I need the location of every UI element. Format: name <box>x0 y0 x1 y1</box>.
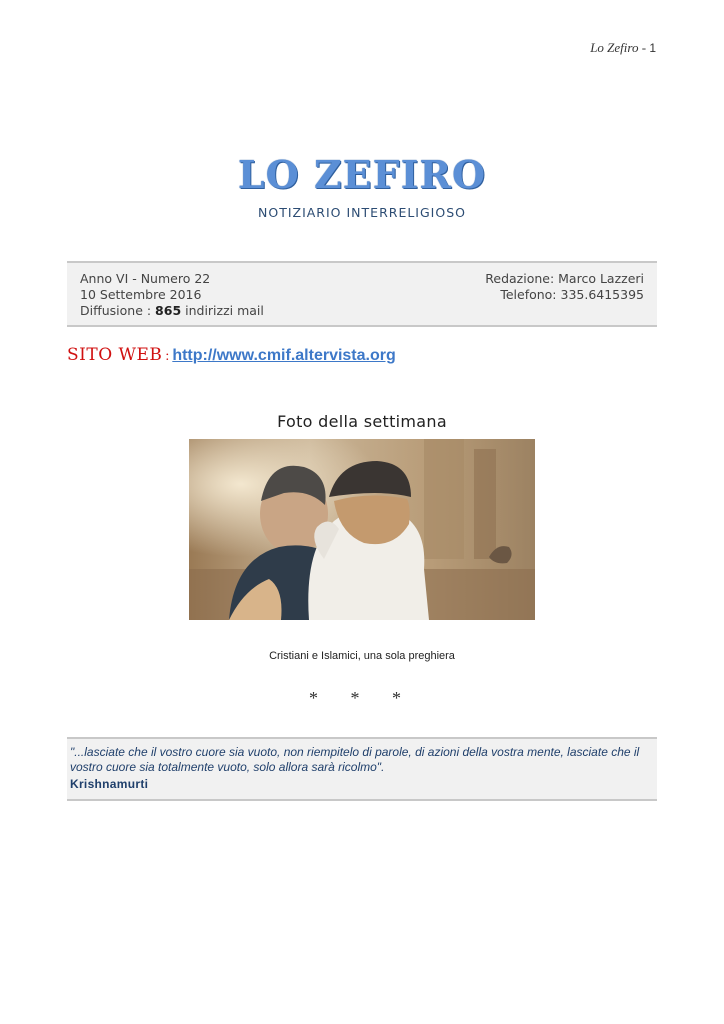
issue-date: 10 Settembre 2016 <box>80 287 202 302</box>
issue-info-box <box>67 261 657 327</box>
photo-section-title: Foto della settimana <box>277 412 447 431</box>
embrace-photo-illustration <box>189 439 535 620</box>
editorial-contacts <box>485 271 644 303</box>
photo-of-the-week <box>189 439 535 620</box>
quote-author: Krishnamurti <box>70 777 149 791</box>
editor-name: Redazione: Marco Lazzeri <box>485 271 644 286</box>
diffusion-count: 865 <box>155 303 182 318</box>
running-title: Lo Zefiro - <box>590 40 650 55</box>
newsletter-subtitle: NOTIZIARIO INTERRELIGIOSO <box>258 205 466 220</box>
page-number: 1 <box>649 41 656 55</box>
diffusion-line <box>80 303 264 319</box>
diffusion-suffix: indirizzi mail <box>181 303 264 318</box>
quote-text: "...lasciate che il vostro cuore sia vuoto, non riempitelo di parole, di azioni della vostra mente, lasciate che il vostro cuore sia totalmente vuoto, solo allora sarà ricolmo". <box>70 745 640 774</box>
running-header <box>590 40 656 56</box>
newsletter-title: LO ZEFIRO <box>237 152 487 197</box>
issue-number: Anno VI - Numero 22 <box>80 271 211 286</box>
website-link[interactable]: http://www.cmif.altervista.org <box>172 347 396 364</box>
issue-details <box>80 271 264 319</box>
website-line <box>67 345 396 365</box>
photo-caption: Cristiani e Islamici, una sola preghiera <box>269 650 455 662</box>
editor-phone: Telefono: 335.6415395 <box>500 287 644 302</box>
quote-box <box>67 737 657 801</box>
diffusion-label: Diffusione : <box>80 303 156 318</box>
website-label: SITO WEB <box>67 345 163 365</box>
website-colon: : <box>165 349 170 364</box>
asterism-separator: * * * <box>309 688 415 708</box>
masthead <box>0 152 724 220</box>
